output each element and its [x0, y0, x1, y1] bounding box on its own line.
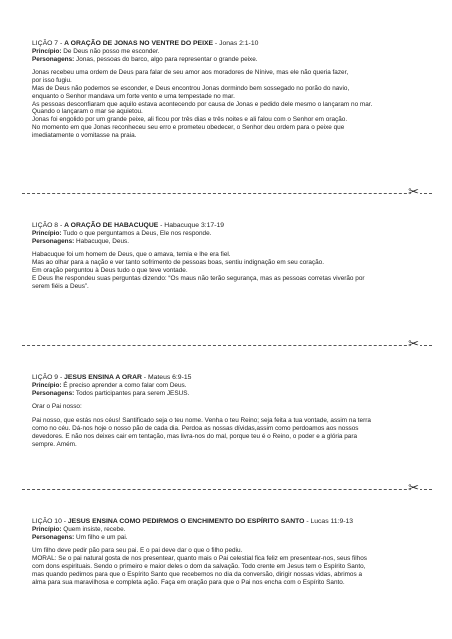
dashed-divider	[22, 193, 432, 194]
lesson-9	[32, 374, 422, 448]
lesson-10	[32, 518, 422, 586]
lesson-8	[32, 222, 422, 290]
lesson-heading: JESUS ENSINA COMO PEDIRMOS O ENCHIMENTO DO ESPÍRITO SANTO	[67, 518, 305, 525]
principle-label: Princípio:	[32, 229, 62, 237]
body-line: como no céu. Dá-nos hoje o nosso pão de cada dia. Perdoa as nossas dívidas,assim como perdoamos aos nossos	[32, 424, 359, 432]
principle-label: Princípio:	[32, 525, 62, 533]
body-line: Jonas recebeu uma ordem de Deus para falar de seu amor aos moradores de Nínive, mas ele não queria fazer,	[32, 69, 349, 77]
lesson-heading: A ORAÇÃO DE JONAS NO VENTRE DO PEIXE	[64, 40, 214, 47]
lesson-title	[32, 518, 422, 526]
principle-text: Tudo o que perguntamos a Deus, Ele nos responde.	[61, 229, 212, 237]
characters-line	[32, 534, 422, 542]
principle-text: De Deus não posso me esconder.	[61, 47, 160, 55]
bible-reference: - Mateus 6:9-15	[141, 374, 192, 381]
body-line: Um filho deve pedir pão para seu pai. E o pai deve dar o que o filho pediu.	[32, 547, 243, 555]
principle-line	[32, 48, 422, 56]
characters-text: Jonas, pessoas do barco, algo para representar o grande peixe.	[74, 55, 258, 63]
body-line: MORAL: Se o pai natural gosta de nos presentear, quanto mais o Pai celestial fica feliz em presentear-nos, seus filhos	[32, 555, 367, 563]
principle-line	[32, 382, 422, 390]
body-line: Quando o lançaram o mar se aquietou.	[32, 108, 143, 116]
body-line: enquanto o Senhor mandava um forte vento e uma tempestade no mar.	[32, 92, 235, 100]
lesson-title	[32, 374, 422, 382]
body-line: Pai nosso, que estás nos céus! Santificado seja o teu nome. Venha o teu Reino; seja feita a tua vontade, assim na terra	[32, 417, 371, 425]
body-line: E Deus lhe respondeu suas perguntas dizendo: “Os maus não terão segurança, mas as pessoas corretas viverão por	[32, 274, 365, 282]
characters-text: Um filho e um pai.	[74, 533, 128, 541]
cut-line	[22, 482, 432, 496]
principle-line	[32, 230, 422, 238]
lesson-7	[32, 40, 422, 140]
body-line: serem fiéis a Deus”.	[32, 282, 89, 290]
characters-label: Personagens:	[32, 55, 75, 63]
principle-label: Princípio:	[32, 381, 62, 389]
characters-label: Personagens:	[32, 533, 75, 541]
principle-label: Princípio:	[32, 47, 62, 55]
body-line: Orar o Pai nosso:	[32, 403, 82, 411]
principle-text: É preciso aprender a como falar com Deus.	[61, 381, 187, 389]
body-line: No momento em que Jonas reconheceu seu erro e prometeu obedecer, o Senhor deu ordem para o peixe que	[32, 123, 345, 131]
characters-line	[32, 56, 422, 64]
characters-text: Todos participantes para serem JESUS.	[74, 389, 190, 397]
cut-line	[22, 186, 432, 200]
lesson-number: LIÇÃO 10 -	[32, 518, 68, 525]
bible-reference: - Jonas 2:1-10	[213, 40, 259, 47]
scissors-icon: ✂	[408, 481, 419, 496]
scissors-icon: ✂	[408, 337, 419, 352]
body-line: sempre. Amém.	[32, 440, 77, 448]
body-line: imediatamente o vomitasse na praia.	[32, 131, 137, 139]
characters-label: Personagens:	[32, 237, 75, 245]
body-line: mas quando pedimos para que o Espírito Santo que recebemos no dia da conversão, dirigir nossas vidas, abrimos a	[32, 570, 363, 578]
body-line: devedores. E não nos deixes cair em tentação, mas livra-nos do mal, porque teu é o Reino, o poder e a glória para	[32, 432, 358, 440]
lesson-number: LIÇÃO 8 -	[32, 222, 65, 229]
bible-reference: - Habacuque 3:17-19	[158, 222, 225, 229]
body-line: Em oração perguntou à Deus tudo o que teve vontade.	[32, 266, 188, 274]
principle-text: Quem insiste, recebe.	[61, 525, 126, 533]
lesson-title	[32, 222, 422, 230]
body-line: Mas ao olhar para a nação e ver tanto sofrimento de pessoas boas, sentiu indignação em seu coração.	[32, 259, 325, 267]
body-line: Habacuque foi um homem de Deus, que o amava, temia e lhe era fiel.	[32, 251, 231, 259]
lesson-title	[32, 40, 422, 48]
lesson-heading: A ORAÇÃO DE HABACUQUE	[64, 222, 159, 229]
characters-line	[32, 390, 422, 398]
lesson-number: LIÇÃO 7 -	[32, 40, 65, 47]
lesson-heading: JESUS ENSINA A ORAR	[64, 374, 142, 381]
cut-line	[22, 338, 432, 352]
dashed-divider	[22, 345, 432, 346]
body-line: Mas de Deus não podemos se esconder, e Deus encontrou Jonas dormindo bem sossegado no porão do navio,	[32, 84, 350, 92]
characters-text: Habacuque, Deus.	[74, 237, 129, 245]
characters-line	[32, 238, 422, 246]
lesson-number: LIÇÃO 9 -	[32, 374, 65, 381]
body-line: com dons espirituais. Sendo o primeiro e maior deles o dom da salvação. Todo crente em Jesus tem o Espírito Santo,	[32, 562, 366, 570]
body-line: Jonas foi engolido por um grande peixe, ali ficou por três dias e três noites e ali falou com o Senhor em oração.	[32, 116, 348, 124]
scissors-icon: ✂	[408, 185, 419, 200]
bible-reference: - Lucas 11:9-13	[304, 518, 354, 525]
body-line: por isso fugiu.	[32, 77, 72, 85]
dashed-divider	[22, 489, 432, 490]
principle-line	[32, 526, 422, 534]
body-line: As pessoas desconfiaram que aquilo estava acontecendo por causa de Jonas e pedido dele mesmo o lançaram no mar.	[32, 100, 373, 108]
characters-label: Personagens:	[32, 389, 75, 397]
body-line: alma para sua maravilhosa e completa ação. Faça em oração para que o Pai nos encha com o Espírito Santo.	[32, 578, 345, 586]
